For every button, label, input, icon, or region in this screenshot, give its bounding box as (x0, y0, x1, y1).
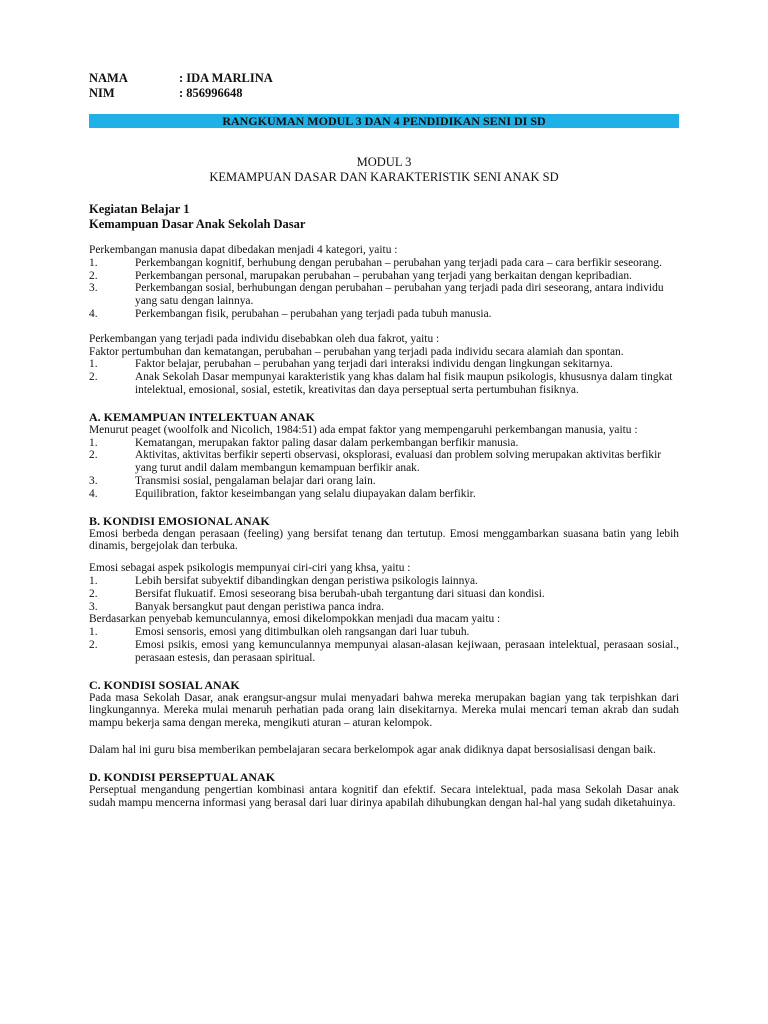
list-item: 4. Perkembangan fisik, perubahan – perubahan yang terjadi pada tubuh manusia. (89, 307, 492, 320)
activity-title: Kemampuan Dasar Anak Sekolah Dasar (89, 217, 306, 231)
list-item: 3. Banyak bersangkut paut dengan peristiwa panca indra. (89, 600, 384, 613)
module-title: KEMAMPUAN DASAR DAN KARAKTERISTIK SENI ANAK SD (209, 170, 559, 184)
section-b-paragraph: Emosi berbeda dengan perasaan (feeling) yang bersifat tenang dan tertutup. Emosi menggambarkan suasana batin yang lebih dinamis, bergejolak dan terbuka. (89, 527, 679, 553)
section-c-paragraph: Pada masa Sekolah Dasar, anak erangsur-angsur mulai menyadari bahwa mereka merupakan bagian yang tak terpishkan dari lingkungannya. Mereka mulai menaruh perhatian pada orang lain disekitarnya. Mereka mulai mencari teman akrab dan sudah mampu bekerja sama dengan mereka, mengikuti aturan – aturan kelompok. (89, 691, 679, 730)
list-item: 1. Perkembangan kognitif, berhubung dengan perubahan – perubahan yang terjadi pada cara – cara berfikir seseorang. (89, 256, 662, 269)
module-number: MODUL 3 (356, 155, 412, 169)
list-item: 3. Perkembangan sosial, berhubungan dengan perubahan – perubahan yang terjadi pada diri seseorang, antara individu yang satu dengan lainnya. (89, 282, 664, 308)
section-b-list (89, 575, 679, 613)
factor-list (89, 358, 679, 396)
nim-row (89, 86, 679, 101)
activity-heading (89, 202, 679, 232)
name-label: NAMA (89, 71, 128, 85)
nim-label: NIM (89, 86, 115, 100)
section-a-paragraph: Menurut peaget (woolfolk and Nicolich, 1984:51) ada empat faktor yang mempengaruhi perkembangan manusia, yaitu : (89, 423, 638, 436)
intro-list (89, 257, 679, 321)
list-item: 1. Kematangan, merupakan faktor paling dasar dalam perkembangan berfikir manusia. (89, 436, 519, 449)
section-d-title: D. KONDISI PERSEPTUAL ANAK (89, 769, 276, 784)
nim-value: : 856996648 (179, 86, 243, 100)
section-b-paragraph-3: Berdasarkan penyebab kemunculannya, emosi dikelompokkan menjadi dua macam yaitu : (89, 613, 501, 626)
document-body (89, 71, 679, 809)
list-item: 1. Emosi sensoris, emosi yang ditimbulkan oleh rangsangan dari luar tubuh. (89, 626, 470, 639)
intro-paragraph: Perkembangan manusia dapat dibedakan menjadi 4 kategori, yaitu : (89, 244, 398, 256)
name-value: : IDA MARLINA (179, 71, 273, 85)
list-item: 2. Aktivitas, aktivitas berfikir seperti observasi, oksplorasi, evaluasi dan problem solving merupakan aktivitas berfikir yang turut andil dalam membangun kemampuan berfikir anak. (89, 449, 662, 475)
list-item: 4. Equilibration, faktor keseimbangan yang selalu diupayakan dalam berfikir. (89, 487, 476, 500)
module-heading (89, 155, 679, 185)
section-c-paragraph-2: Dalam hal ini guru bisa memberikan pembelajaran secara berkelompok agar anak didiknya dapat bersosialisasi dengan baik. (89, 743, 656, 756)
section-b-list-2 (89, 626, 679, 664)
list-item: 3. Transmisi sosial, pengalaman belajar dari orang lain. (89, 474, 376, 487)
factor-growth-paragraph: Faktor pertumbuhan dan kematangan, perubahan – perubahan yang terjadi pada individu secara alamiah dan spontan. (89, 345, 624, 358)
list-item: 2. Emosi psikis, emosi yang kemunculannya mempunyai alasan-alasan kejiwaan, perasaan intelektual, perasaan sosial., perasaan estesis, dan perasaan spiritual. (89, 638, 679, 664)
list-item: 1. Lebih bersifat subyektif dibandingkan dengan peristiwa psikologis lainnya. (89, 574, 478, 587)
section-a-title: A. KEMAMPUAN INTELEKTUAN ANAK (89, 409, 316, 424)
list-item: 2. Perkembangan personal, marupakan perubahan – perubahan yang terjadi yang berkaitan dengan kepribadian. (89, 269, 632, 282)
student-header (89, 71, 679, 101)
summary-banner: RANGKUMAN MODUL 3 DAN 4 PENDIDIKAN SENI DI SD (89, 114, 679, 128)
list-item: 2. Bersifat flukuatif. Emosi seseorang bisa berubah-ubah tergantung dari situasi dan kondisi. (89, 587, 545, 600)
section-a-list (89, 437, 679, 501)
section-d-paragraph: Perseptual mengandung pengertian kombinasi antara kognitif dan efektif. Secara intelektual, pada masa Sekolah Dasar anak sudah mampu mencerna informasi yang berasal dari luar dirinya apabilah dihubungkan dengan hal-hal yang sudah diketahuinya. (89, 783, 679, 809)
list-item: 1. Faktor belajar, perubahan – perubahan yang terjadi dari interaksi individu dengan lingkungan sekitarnya. (89, 358, 613, 371)
section-b-paragraph-2: Emosi sebagai aspek psikologis mempunyai ciri-ciri yang khsa, yaitu : (89, 562, 411, 575)
activity-label: Kegiatan Belajar 1 (89, 202, 190, 216)
section-c-title: C. KONDISI SOSIAL ANAK (89, 677, 240, 692)
section-b-title: B. KONDISI EMOSIONAL ANAK (89, 513, 270, 528)
factor-paragraph: Perkembangan yang terjadi pada individu disebabkan oleh dua fakrot, yaitu : (89, 332, 440, 345)
name-row (89, 71, 679, 86)
list-item: 2. Anak Sekolah Dasar mempunyai karakteristik yang khas dalam hal fisik maupun psikologis, khususnya dalam tingkat intelektual, emosional, sosial, estetik, kreativitas dan daya perseptual serta pertumbuhan fisiknya. (89, 371, 673, 396)
